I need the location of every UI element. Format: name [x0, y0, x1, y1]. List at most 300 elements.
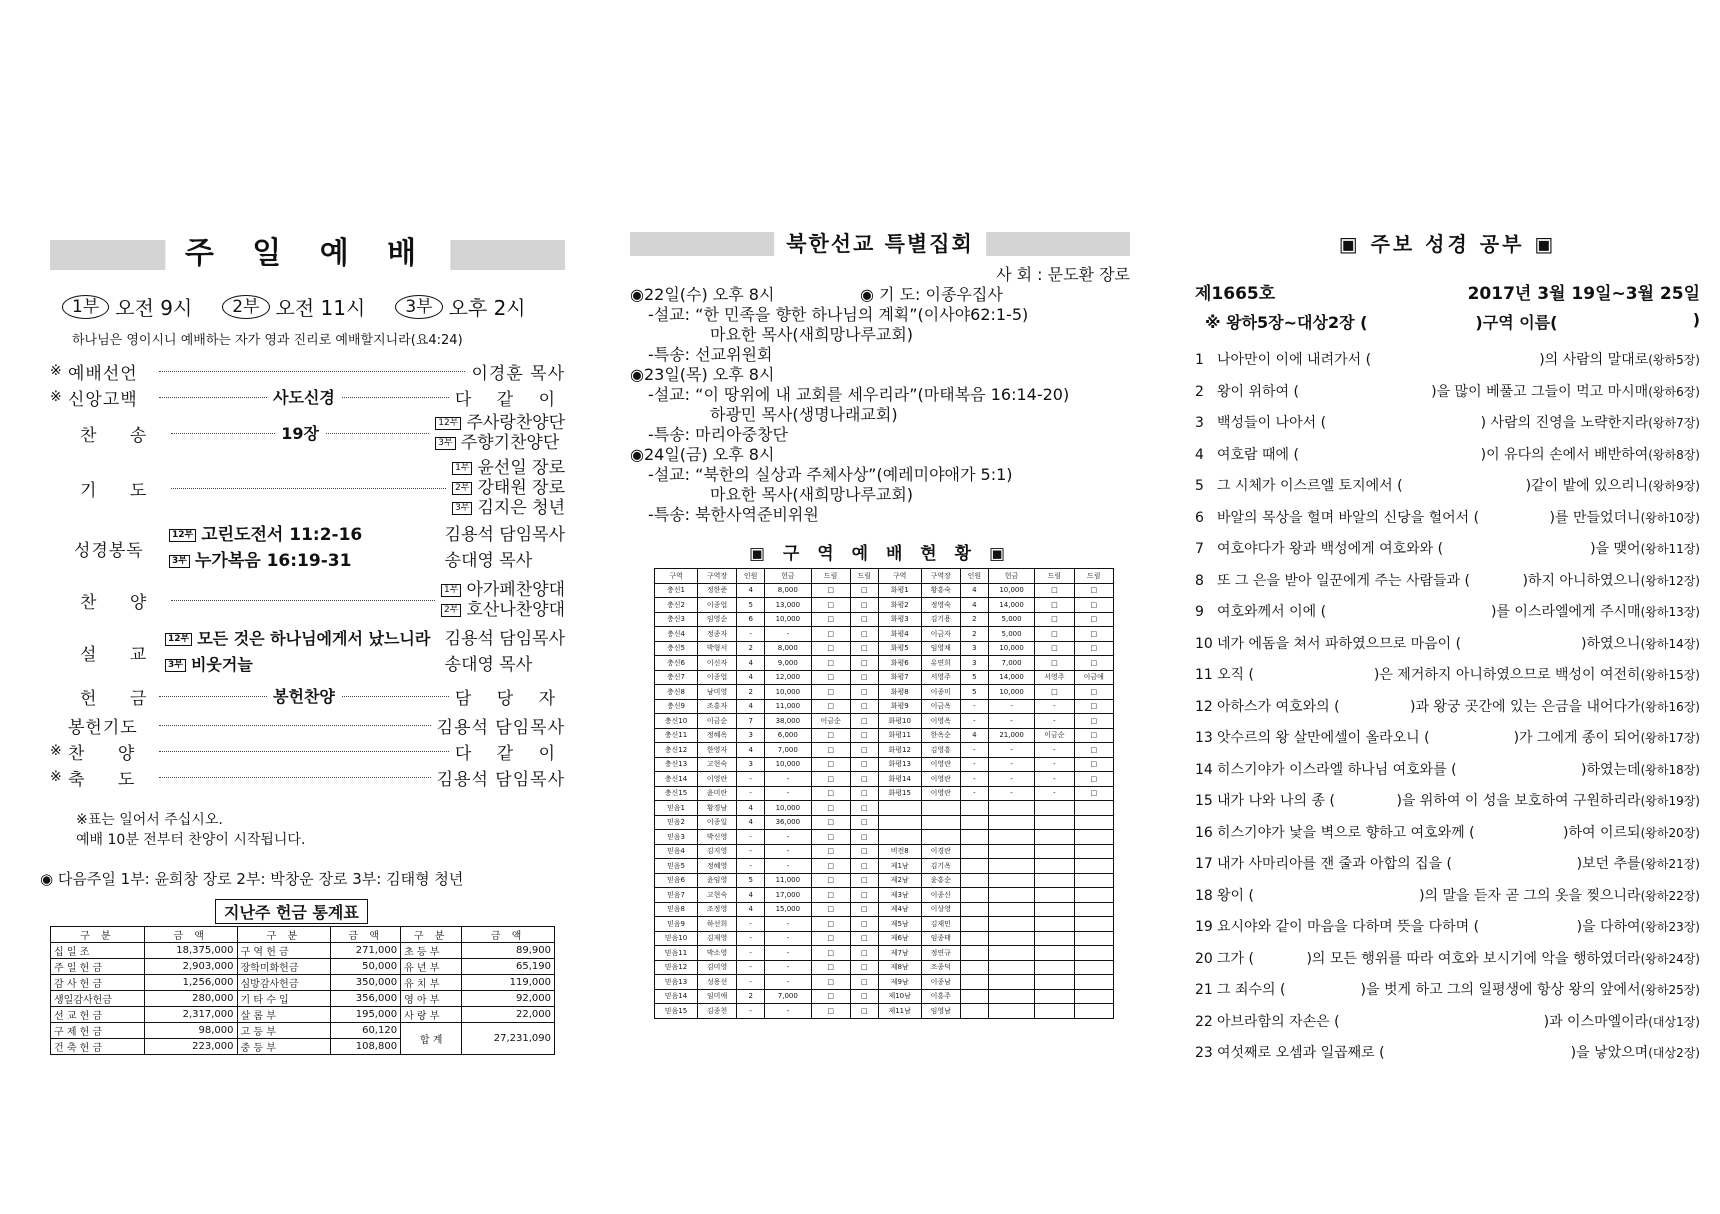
table-cell: □ — [1074, 728, 1113, 743]
table-cell: □ — [850, 612, 878, 627]
table-cell: 10,000 — [988, 583, 1034, 598]
table-cell: 제8남 — [878, 960, 921, 975]
table-cell: 충신14 — [655, 772, 698, 787]
question-item — [1195, 912, 1700, 944]
question-ref: (왕하14장) — [1640, 636, 1700, 651]
table-cell: □ — [1035, 598, 1074, 613]
table-cell: 2 — [737, 641, 765, 656]
event-special: -특송: 북한사역준비위원 — [648, 505, 819, 524]
mission-event — [630, 365, 1130, 445]
table-cell: 7 — [737, 714, 765, 729]
table-cell: □ — [811, 641, 850, 656]
table-cell: 제10남 — [878, 989, 921, 1004]
table-cell: □ — [1074, 786, 1113, 801]
question-item — [1195, 692, 1700, 724]
table-cell: 충신12 — [655, 743, 698, 758]
table-cell: 9,000 — [765, 656, 811, 671]
table-cell: 8,000 — [765, 583, 811, 598]
question-text-end: )같이 밭에 있으리니 — [1525, 478, 1649, 494]
question-ref: (대상2장) — [1648, 1046, 1700, 1060]
table-cell: 김종천 — [697, 1004, 736, 1019]
table-cell — [921, 830, 960, 845]
table-row — [655, 844, 1114, 859]
service-time-1: 1부 오전 9시 — [62, 292, 192, 321]
table-cell — [1074, 989, 1113, 1004]
table-cell: - — [1035, 699, 1074, 714]
question-ref: (왕하24장) — [1640, 951, 1700, 966]
table-cell: 제3남 — [878, 888, 921, 903]
table-cell: 이종일 — [697, 815, 736, 830]
event-extra: ◉ 기 도: 이종우집사 — [860, 285, 1003, 304]
table-cell: □ — [811, 627, 850, 642]
table-cell: 4 — [737, 670, 765, 685]
table-cell: 고현숙 — [697, 888, 736, 903]
mission-section — [630, 232, 1130, 1019]
question-ref: (왕하13장) — [1640, 605, 1700, 619]
table-cell: 38,000 — [765, 714, 811, 729]
table-cell: 이종업 — [697, 670, 736, 685]
table-cell — [1074, 917, 1113, 932]
table-cell: 제1남 — [878, 859, 921, 874]
table-cell — [1074, 859, 1113, 874]
table-cell — [1035, 960, 1074, 975]
table-cell — [1074, 902, 1113, 917]
table-cell — [1035, 815, 1074, 830]
question-text-end: )을 다하여 — [1576, 919, 1641, 935]
table-cell: □ — [1074, 714, 1113, 729]
table-cell: 화평12 — [878, 743, 921, 758]
table-cell: 믿음14 — [655, 989, 698, 1004]
table-cell: 화평2 — [878, 598, 921, 613]
table-cell: 이상영 — [921, 902, 960, 917]
table-cell: 믿음7 — [655, 888, 698, 903]
question-item — [1195, 723, 1700, 755]
table-cell: □ — [811, 1004, 850, 1019]
table-cell: 제4남 — [878, 902, 921, 917]
table-row — [655, 714, 1114, 729]
table-cell: 350,000 — [331, 975, 401, 991]
table-cell: 화평13 — [878, 757, 921, 772]
table-cell: 화평4 — [878, 627, 921, 642]
question-ref: (왕하5장) — [1648, 353, 1700, 367]
table-cell: 구 역 헌 금 — [237, 943, 331, 959]
table-cell: □ — [1035, 583, 1074, 598]
table-cell: 인원 — [737, 569, 765, 584]
event-date: ◉23일(목) 오후 8시 — [630, 365, 775, 384]
table-cell: - — [988, 772, 1034, 787]
order-of-service — [50, 358, 565, 790]
table-cell: 이종미 — [921, 685, 960, 700]
table-cell — [1035, 946, 1074, 961]
table-cell: 이영란 — [697, 772, 736, 787]
table-cell: 화평11 — [878, 728, 921, 743]
mission-host: 사 회 : 문도환 장로 — [996, 265, 1130, 284]
table-cell: □ — [1074, 685, 1113, 700]
question-item — [1195, 377, 1700, 409]
table-cell: 제6남 — [878, 931, 921, 946]
table-cell — [988, 1004, 1034, 1019]
table-cell: 김기옥 — [921, 859, 960, 874]
order-prayer: 기 도 1부 윤선일 장로 2부 강태원 장로 3부 김지은 청년 — [80, 458, 565, 518]
table-cell: 인원 — [960, 569, 988, 584]
question-number: 2 — [1195, 383, 1204, 400]
order-sermon: 설 교 12부 모든 것은 하나님에게서 났느니라 3부 비웃거늘 김용석 담임목사 송대영 목사 — [80, 629, 565, 675]
table-cell: 356,000 — [331, 991, 401, 1007]
question-text: 여호야다가 왕과 백성에게 여호와와 ( — [1217, 541, 1444, 557]
table-cell: 믿음8 — [655, 902, 698, 917]
table-cell: 이흥주 — [921, 989, 960, 1004]
table-cell: □ — [1074, 641, 1113, 656]
table-cell: 제5남 — [878, 917, 921, 932]
question-number: 5 — [1195, 478, 1204, 494]
question-text: 또 그 은을 받아 일꾼에게 주는 사람들과 ( — [1217, 572, 1470, 589]
table-cell: 서영주 — [921, 670, 960, 685]
table-cell: 화평3 — [878, 612, 921, 627]
table-cell: 15,000 — [765, 902, 811, 917]
worship-title: 주 일 예 배 — [165, 234, 450, 274]
table-cell: 구역 — [878, 569, 921, 584]
table-cell: 4 — [737, 699, 765, 714]
table-cell: 충신10 — [655, 714, 698, 729]
worship-banner — [50, 236, 565, 271]
question-ref: (왕하16장) — [1640, 699, 1700, 714]
table-cell: □ — [850, 960, 878, 975]
question-ref: (왕하11장) — [1640, 542, 1700, 556]
table-cell — [960, 801, 988, 816]
question-number: 3 — [1195, 415, 1204, 431]
table-cell — [1035, 902, 1074, 917]
table-cell: 이영옥 — [921, 714, 960, 729]
table-cell: 이금순 — [811, 714, 850, 729]
table-cell: 정종자 — [697, 627, 736, 642]
event-sermon: -설교: “한 민족을 향한 하나님의 계획”(이사야62:1-5) — [648, 305, 1029, 324]
next-week-prayers: ◉ 다음주일 1부: 윤희창 장로 2부: 박창운 장로 3부: 김태형 청년 — [40, 870, 464, 888]
table-cell: 조종덕 — [921, 960, 960, 975]
question-text-end: )의 모든 행위를 따라 여호와 보시기에 악을 행하였더라 — [1306, 950, 1641, 967]
question-number: 4 — [1195, 446, 1204, 463]
question-text-end: )과 왕궁 곳간에 있는 은금을 내어다가 — [1410, 698, 1641, 715]
question-ref: (왕하7장) — [1648, 416, 1700, 430]
table-cell: - — [1035, 714, 1074, 729]
table-cell — [988, 960, 1034, 975]
mission-event — [630, 445, 1130, 525]
table-cell: 임영채 — [921, 641, 960, 656]
table-cell: - — [960, 772, 988, 787]
table-cell: □ — [811, 815, 850, 830]
question-ref: (왕하23장) — [1640, 920, 1700, 934]
question-text-end: )을 위하여 이 성을 보호하여 구원하리라 — [1396, 793, 1641, 809]
table-cell: □ — [811, 757, 850, 772]
table-row — [655, 960, 1114, 975]
question-number: 11 — [1195, 667, 1213, 683]
table-cell: 13,000 — [765, 598, 811, 613]
table-row — [51, 975, 555, 991]
question-text: 히스기야가 낯을 벽으로 향하고 여호와께 ( — [1217, 824, 1475, 841]
table-cell: 김재민 — [921, 917, 960, 932]
table-cell: 헌금 — [765, 569, 811, 584]
table-cell: 드림 — [850, 569, 878, 584]
table-cell: 화평7 — [878, 670, 921, 685]
table-cell — [960, 844, 988, 859]
table-cell — [988, 888, 1034, 903]
table-cell: 선 교 헌 금 — [51, 1007, 145, 1023]
table-cell: □ — [811, 612, 850, 627]
table-cell: 18,375,000 — [144, 943, 237, 959]
question-text-end: )은 제거하지 아니하였으므로 백성이 여전히 — [1373, 667, 1641, 683]
table-cell: □ — [811, 786, 850, 801]
question-text: 그가 ( — [1217, 950, 1254, 967]
table-cell — [988, 989, 1034, 1004]
table-cell: □ — [811, 728, 850, 743]
table-cell — [960, 975, 988, 990]
table-cell: 믿음4 — [655, 844, 698, 859]
table-cell — [988, 902, 1034, 917]
event-preacher: 마요한 목사(새희망나루교회) — [710, 325, 914, 344]
table-cell: - — [765, 844, 811, 859]
question-item — [1195, 881, 1700, 913]
table-cell: 11,000 — [765, 699, 811, 714]
table-row — [655, 902, 1114, 917]
table-cell — [960, 815, 988, 830]
table-cell: □ — [850, 815, 878, 830]
table-cell: - — [765, 627, 811, 642]
table-cell: 3 — [737, 728, 765, 743]
table-cell: □ — [850, 757, 878, 772]
table-row — [655, 627, 1114, 642]
table-cell: 화평15 — [878, 786, 921, 801]
table-cell — [1074, 946, 1113, 961]
service-times — [62, 292, 565, 321]
table-cell: - — [765, 917, 811, 932]
event-preacher: 하광민 목사(생명나래교회) — [710, 405, 898, 424]
question-ref: (왕하10장) — [1640, 510, 1700, 525]
table-cell: □ — [850, 844, 878, 859]
table-cell: 장학미화헌금 — [237, 959, 331, 975]
table-row — [655, 583, 1114, 598]
table-cell: □ — [811, 772, 850, 787]
table-cell — [1074, 1004, 1113, 1019]
table-cell: □ — [850, 830, 878, 845]
table-cell: 제9남 — [878, 975, 921, 990]
table-cell: 10,000 — [988, 685, 1034, 700]
table-cell: □ — [1074, 598, 1113, 613]
table-row — [655, 641, 1114, 656]
table-cell: - — [765, 1004, 811, 1019]
table-cell: 2 — [737, 685, 765, 700]
table-cell: 하선희 — [697, 917, 736, 932]
table-cell: 믿음11 — [655, 946, 698, 961]
table-row — [655, 670, 1114, 685]
table-cell: □ — [850, 786, 878, 801]
table-cell: 제7남 — [878, 946, 921, 961]
table-cell — [1035, 888, 1074, 903]
table-cell: - — [737, 960, 765, 975]
question-item — [1195, 408, 1700, 440]
order-praise-2: ※ 찬 양 다 같 이 — [50, 743, 565, 764]
table-cell — [960, 888, 988, 903]
event-preacher: 마요한 목사(새희망나루교회) — [710, 485, 914, 504]
issue-header — [1195, 279, 1700, 304]
table-cell — [1035, 917, 1074, 932]
event-sermon: -설교: “북한의 실상과 주체사상”(예레미야애가 5:1) — [648, 465, 1013, 484]
question-text-end: )을 벗게 하고 그의 일평생에 항상 왕의 앞에서 — [1360, 982, 1641, 998]
table-cell: 4 — [737, 888, 765, 903]
table-cell: 1,256,000 — [144, 975, 237, 991]
table-cell: 화평10 — [878, 714, 921, 729]
question-text-end: ) 사람의 진영을 노략한지라 — [1480, 415, 1649, 431]
table-cell: 주 일 헌 금 — [51, 959, 145, 975]
table-cell: □ — [811, 743, 850, 758]
table-cell: - — [737, 946, 765, 961]
table-cell: 김기용 — [921, 612, 960, 627]
table-cell: □ — [811, 888, 850, 903]
table-cell — [1035, 1004, 1074, 1019]
question-text-end: )을 낳았으며 — [1570, 1045, 1649, 1061]
table-cell: 22,000 — [462, 1007, 555, 1023]
table-cell: 정혜옥 — [697, 728, 736, 743]
table-cell: 이금자 — [921, 627, 960, 642]
table-cell: 98,000 — [144, 1023, 237, 1039]
table-cell: □ — [811, 859, 850, 874]
question-ref: (왕하18장) — [1640, 762, 1700, 777]
question-text: 그 죄수의 ( — [1217, 982, 1286, 998]
table-cell: □ — [850, 931, 878, 946]
table-row — [655, 917, 1114, 932]
bible-study-section — [1195, 228, 1700, 1070]
question-text: 여호와께서 이에 ( — [1217, 604, 1327, 620]
table-cell — [988, 859, 1034, 874]
table-cell — [960, 859, 988, 874]
table-cell: - — [1035, 757, 1074, 772]
table-cell: 이경란 — [921, 844, 960, 859]
question-text-end: )을 맺어 — [1590, 541, 1641, 557]
table-cell: 3 — [960, 656, 988, 671]
question-ref: (왕하21장) — [1640, 857, 1700, 871]
table-cell: - — [737, 786, 765, 801]
table-cell: □ — [1035, 641, 1074, 656]
table-cell: □ — [850, 888, 878, 903]
table-row — [655, 612, 1114, 627]
table-cell: 5 — [737, 873, 765, 888]
table-cell: 화평8 — [878, 685, 921, 700]
event-special: -특송: 선교위원회 — [648, 345, 773, 364]
table-cell: - — [765, 786, 811, 801]
order-call: ※ 예배선언 이경훈 목사 — [50, 363, 565, 384]
table-row — [655, 728, 1114, 743]
table-cell: - — [988, 757, 1034, 772]
event-special: -특송: 마리아중창단 — [648, 425, 788, 444]
table-cell: □ — [811, 685, 850, 700]
table-row — [655, 859, 1114, 874]
question-ref: (왕하17장) — [1640, 731, 1700, 745]
mission-banner — [630, 232, 1130, 256]
table-cell: 영 아 부 — [401, 991, 462, 1007]
offering-stats-title: 지난주 헌금 통계표 — [215, 899, 368, 924]
question-ref: (왕하12장) — [1640, 573, 1700, 588]
table-cell: 4 — [960, 728, 988, 743]
table-row — [655, 989, 1114, 1004]
table-cell: □ — [1074, 583, 1113, 598]
table-row — [655, 931, 1114, 946]
table-row — [51, 943, 555, 959]
table-cell: 윤흥순 — [921, 873, 960, 888]
table-cell — [1074, 830, 1113, 845]
question-ref: (왕하22장) — [1640, 888, 1700, 903]
table-cell: 2,903,000 — [144, 959, 237, 975]
question-ref: (왕하8장) — [1648, 447, 1700, 462]
table-cell — [960, 873, 988, 888]
question-item — [1195, 849, 1700, 881]
table-cell: 드림 — [1035, 569, 1074, 584]
table-row — [655, 946, 1114, 961]
table-row — [51, 991, 555, 1007]
table-cell: 12,000 — [765, 670, 811, 685]
table-cell: 박형서 — [697, 641, 736, 656]
question-item — [1195, 1007, 1700, 1039]
table-cell: - — [988, 743, 1034, 758]
table-cell: - — [765, 975, 811, 990]
table-row — [655, 699, 1114, 714]
table-row — [655, 801, 1114, 816]
question-number: 23 — [1195, 1045, 1213, 1061]
question-item — [1195, 660, 1700, 692]
table-cell: 92,000 — [462, 991, 555, 1007]
order-creed: ※ 신앙고백 사도신경 다 같 이 — [50, 384, 565, 410]
table-cell: - — [1035, 786, 1074, 801]
question-text-end: )을 많이 베풀고 그들이 먹고 마시매 — [1431, 383, 1649, 400]
question-number: 16 — [1195, 824, 1213, 841]
question-number: 6 — [1195, 509, 1204, 526]
table-cell: □ — [1035, 656, 1074, 671]
table-row — [51, 1007, 555, 1023]
table-cell: 이금순 — [1035, 728, 1074, 743]
table-header-row — [655, 569, 1114, 584]
table-cell: 윤미란 — [697, 786, 736, 801]
question-text-end: )이 유다의 손에서 배반하여 — [1480, 446, 1649, 463]
table-cell: □ — [1074, 612, 1113, 627]
table-cell — [1035, 931, 1074, 946]
table-cell: 믿음5 — [655, 859, 698, 874]
table-cell: 심방감사헌금 — [237, 975, 331, 991]
question-item — [1195, 440, 1700, 472]
table-cell: 화평6 — [878, 656, 921, 671]
table-cell: 50,000 — [331, 959, 401, 975]
table-cell: 7,000 — [765, 743, 811, 758]
table-cell: 이영란 — [921, 757, 960, 772]
mission-events — [630, 285, 1130, 525]
question-number: 13 — [1195, 730, 1213, 746]
table-cell: 4 — [960, 598, 988, 613]
question-ref: (왕하9장) — [1648, 479, 1700, 493]
question-text: 앗수르의 왕 살만에셀이 올라오니 ( — [1217, 730, 1430, 746]
table-cell: 4 — [737, 583, 765, 598]
mission-event — [630, 285, 1130, 365]
question-ref: (왕하6장) — [1648, 384, 1700, 399]
table-cell: 10,000 — [765, 612, 811, 627]
table-cell: 이종남 — [921, 975, 960, 990]
table-cell — [921, 815, 960, 830]
table-cell: 믿음10 — [655, 931, 698, 946]
question-text-end: )하였는데 — [1581, 761, 1641, 778]
table-cell: 구역장 — [921, 569, 960, 584]
order-reading: 성경봉독 12부 고린도전서 11:2-16 3부 누가복음 16:19-31 김용석 담임목사 송대영 목사 — [74, 525, 565, 571]
table-cell: 유연희 — [921, 656, 960, 671]
table-cell: - — [960, 699, 988, 714]
table-cell: - — [988, 786, 1034, 801]
question-item — [1195, 503, 1700, 535]
question-text: 아브라함의 자손은 ( — [1217, 1013, 1340, 1030]
table-cell: □ — [850, 946, 878, 961]
